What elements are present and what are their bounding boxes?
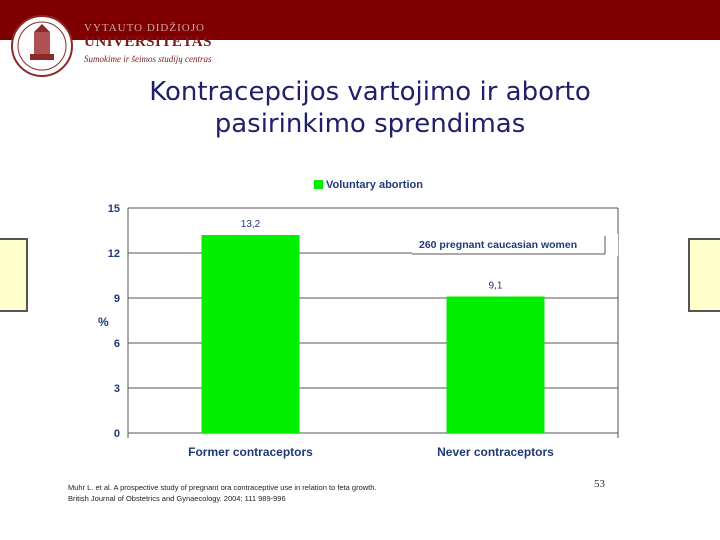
annotation-text: 260 pregnant caucasian women xyxy=(419,239,578,251)
bar xyxy=(202,235,300,433)
citation xyxy=(68,482,377,504)
bar-chart xyxy=(60,170,640,466)
y-axis-label: % xyxy=(98,315,109,329)
legend-swatch xyxy=(314,180,323,189)
y-tick-label: 9 xyxy=(113,293,120,305)
y-tick-label: 12 xyxy=(107,248,120,260)
slide-number: 53 xyxy=(594,478,605,490)
slide-title-line2: pasirinkimo sprendimas xyxy=(214,109,526,139)
logo-line-top: VYTAUTO DIDŽIOJO xyxy=(84,22,205,34)
university-seal-icon xyxy=(10,14,74,78)
slide-title xyxy=(70,76,670,140)
x-tick-label: Never contraceptors xyxy=(437,445,554,459)
annotation-box xyxy=(412,234,618,256)
y-tick-label: 0 xyxy=(113,428,120,440)
bar-data-label: 13,2 xyxy=(240,219,261,230)
bar-data-label: 9,1 xyxy=(488,280,503,292)
legend-label: Voluntary abortion xyxy=(326,179,423,191)
y-tick-label: 6 xyxy=(113,338,120,350)
logo-line-subtitle: Sumokime ir šeimos studijų centras xyxy=(84,54,212,64)
slide-title-line1: Kontracepcijos vartojimo ir aborto xyxy=(149,77,591,107)
chart-legend xyxy=(314,179,423,191)
citation-line1: Muhr L. et al. A prospective study of pregnant ora contraceptive use in relation to feta growth. xyxy=(68,483,377,492)
left-side-box xyxy=(0,238,28,312)
citation-line2: British Journal of Obstetrics and Gynaecology. 2004; 111 989-996 xyxy=(68,494,286,503)
x-tick-label: Former contraceptors xyxy=(188,445,313,459)
logo-line-name: UNIVERSITETAS xyxy=(84,34,212,50)
university-logo-text xyxy=(84,22,212,64)
y-tick-label: 3 xyxy=(113,383,120,395)
y-tick-label: 15 xyxy=(107,203,120,215)
bar xyxy=(447,297,545,434)
right-side-box xyxy=(688,238,720,312)
